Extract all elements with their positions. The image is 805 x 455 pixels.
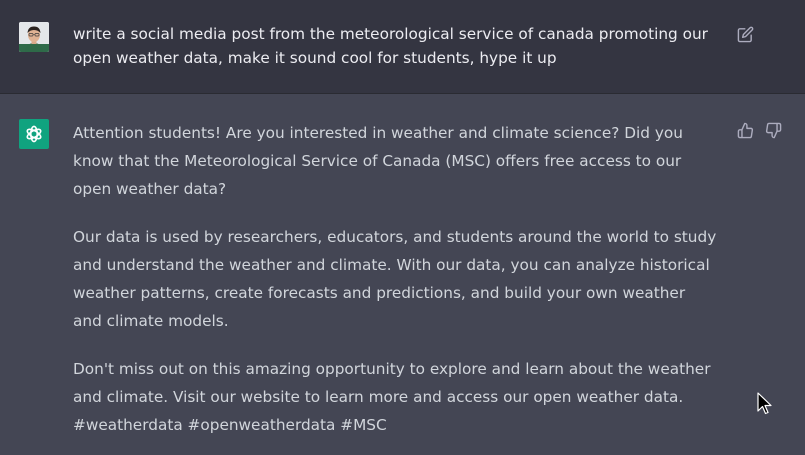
assistant-message-text: [73, 119, 718, 455]
thumbs-up-icon[interactable]: [737, 122, 754, 139]
assistant-paragraph: Our data is used by researchers, educators, and students around the world to study and understand the weather and climate. With our data, you can analyze historical weather patterns, create forecasts and predictions, and build your own weather and climate models.: [73, 228, 717, 330]
mouse-cursor-icon: [757, 392, 773, 416]
assistant-paragraph: Attention students! Are you interested in weather and climate science? Did you know that the Meteorological Service of Canada (MSC) offers free access to our open weather data?: [73, 124, 683, 198]
assistant-paragraph: Don't miss out on this amazing opportunity to explore and learn about the weather and climate. Visit our website to learn more and access our open weather data. #weatherdata #openweatherdata #MSC: [73, 360, 711, 434]
assistant-message-row: [0, 95, 805, 455]
user-photo-icon: [19, 22, 49, 52]
thumbs-down-icon[interactable]: [765, 122, 782, 139]
assistant-avatar: [19, 119, 49, 149]
user-avatar: [19, 22, 49, 52]
openai-logo-icon: [23, 123, 45, 145]
user-message-row: [0, 0, 805, 94]
user-message-text: write a social media post from the meteorological service of canada promoting our open weather data, make it sound cool for students, hype it up: [73, 25, 708, 67]
edit-icon[interactable]: [737, 26, 754, 43]
